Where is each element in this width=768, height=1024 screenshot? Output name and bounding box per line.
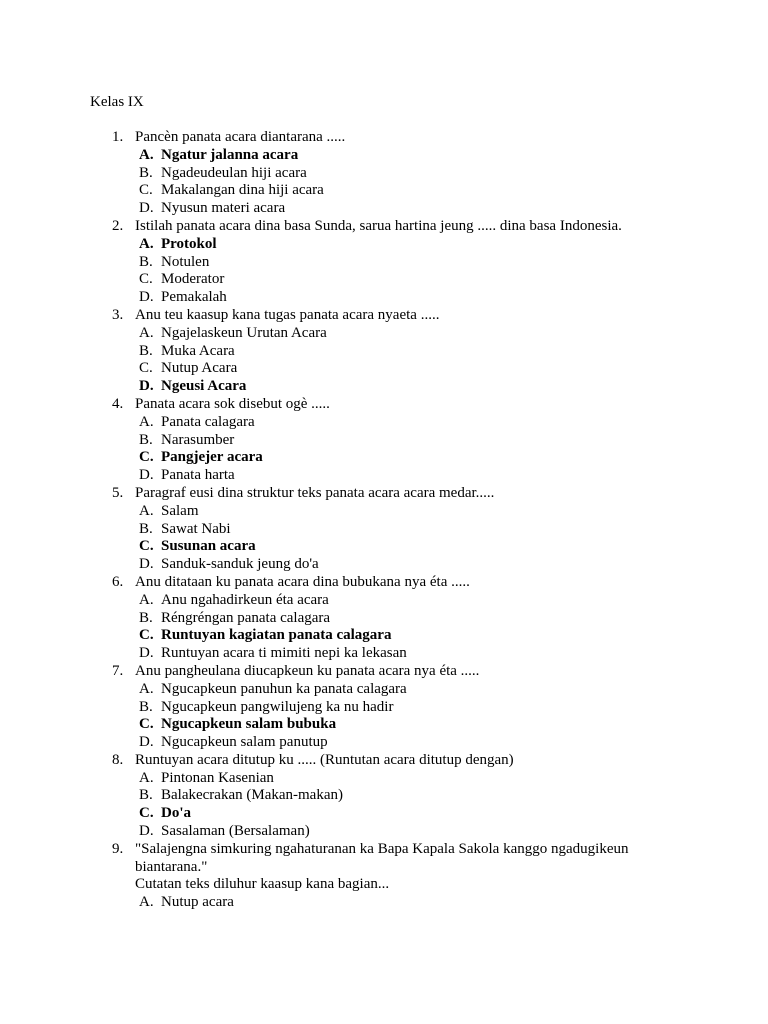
answer-option bbox=[0, 289, 768, 307]
question-line bbox=[0, 752, 768, 770]
question-number: 7. bbox=[112, 662, 124, 679]
option-text: Ngatur jalanna acara bbox=[161, 146, 299, 163]
option-letter: C. bbox=[139, 449, 154, 466]
option-letter: C. bbox=[139, 271, 153, 288]
option-letter: A. bbox=[139, 769, 154, 786]
option-text: Moderator bbox=[161, 271, 225, 288]
answer-option bbox=[0, 556, 768, 574]
option-letter: D. bbox=[139, 289, 154, 306]
option-letter: B. bbox=[139, 698, 153, 715]
option-text: Ngucapkeun panuhun ka panata calagara bbox=[161, 680, 407, 697]
question-line bbox=[0, 841, 768, 859]
option-letter: B. bbox=[139, 253, 153, 270]
question-line bbox=[0, 129, 768, 147]
option-letter: D. bbox=[139, 734, 154, 751]
option-letter: C. bbox=[139, 716, 154, 733]
option-text: Réngréngan panata calagara bbox=[161, 609, 331, 626]
answer-option bbox=[0, 271, 768, 289]
option-letter: B. bbox=[139, 609, 153, 626]
option-text: Sasalaman (Bersalaman) bbox=[161, 823, 310, 840]
answer-option bbox=[0, 147, 768, 165]
answer-option bbox=[0, 716, 768, 734]
option-text: Sanduk-sanduk jeung do'a bbox=[161, 556, 319, 573]
question-number: 9. bbox=[112, 840, 124, 857]
question-text: Paragraf eusi dina struktur teks panata acara acara medar..... bbox=[135, 484, 495, 501]
answer-option bbox=[0, 645, 768, 663]
option-text: Narasumber bbox=[161, 431, 235, 448]
answer-option bbox=[0, 449, 768, 467]
option-letter: A. bbox=[139, 413, 154, 430]
option-letter: C. bbox=[139, 805, 154, 822]
option-text: Nutup acara bbox=[161, 894, 234, 911]
answer-option bbox=[0, 823, 768, 841]
question-number: 3. bbox=[112, 306, 124, 323]
answer-option bbox=[0, 592, 768, 610]
option-text: Pemakalah bbox=[161, 289, 227, 306]
option-letter: D. bbox=[139, 645, 154, 662]
answer-option bbox=[0, 627, 768, 645]
answer-option bbox=[0, 378, 768, 396]
answer-option bbox=[0, 503, 768, 521]
question-line bbox=[0, 307, 768, 325]
option-letter: C. bbox=[139, 538, 154, 555]
option-letter: D. bbox=[139, 378, 154, 395]
option-text: Notulen bbox=[161, 253, 210, 270]
question-line bbox=[0, 876, 768, 894]
question-line bbox=[0, 218, 768, 236]
option-text: Pintonan Kasenian bbox=[161, 769, 274, 786]
answer-option bbox=[0, 734, 768, 752]
option-text: Do'a bbox=[161, 805, 191, 822]
question-text: Anu ditataan ku panata acara dina bubukana nya éta ..... bbox=[135, 573, 470, 590]
answer-option bbox=[0, 325, 768, 343]
answer-option bbox=[0, 894, 768, 912]
answer-option bbox=[0, 414, 768, 432]
option-letter: A. bbox=[139, 146, 154, 163]
answer-option bbox=[0, 254, 768, 272]
option-letter: C. bbox=[139, 182, 153, 199]
option-text: Sawat Nabi bbox=[161, 520, 231, 537]
option-letter: A. bbox=[139, 502, 154, 519]
answer-option bbox=[0, 610, 768, 628]
question-line bbox=[0, 859, 768, 877]
question-text: biantarana." bbox=[135, 858, 208, 875]
option-letter: A. bbox=[139, 235, 154, 252]
question-line bbox=[0, 574, 768, 592]
question-number: 4. bbox=[112, 395, 124, 412]
answer-option bbox=[0, 432, 768, 450]
option-text: Nutup Acara bbox=[161, 360, 238, 377]
option-letter: B. bbox=[139, 520, 153, 537]
option-letter: A. bbox=[139, 894, 154, 911]
option-text: Ngucapkeun salam panutup bbox=[161, 734, 328, 751]
question-number: 1. bbox=[112, 129, 124, 145]
option-letter: D. bbox=[139, 467, 154, 484]
answer-option bbox=[0, 770, 768, 788]
option-text: Makalangan dina hiji acara bbox=[161, 182, 324, 199]
option-letter: D. bbox=[139, 200, 154, 217]
answer-option bbox=[0, 236, 768, 254]
answer-option bbox=[0, 165, 768, 183]
option-letter: B. bbox=[139, 342, 153, 359]
option-text: Ngadeudeulan hiji acara bbox=[161, 164, 307, 181]
option-text: Panata harta bbox=[161, 467, 235, 484]
question-text: "Salajengna simkuring ngahaturanan ka Bapa Kapala Sakola kanggo ngadugikeun bbox=[135, 840, 629, 857]
answer-option bbox=[0, 467, 768, 485]
answer-option bbox=[0, 200, 768, 218]
option-text: Anu ngahadirkeun éta acara bbox=[161, 591, 329, 608]
option-letter: B. bbox=[139, 787, 153, 804]
answer-option bbox=[0, 538, 768, 556]
question-line bbox=[0, 663, 768, 681]
answer-option bbox=[0, 182, 768, 200]
option-text: Salam bbox=[161, 502, 199, 519]
option-text: Pangjejer acara bbox=[161, 449, 263, 466]
question-text: Pancèn panata acara diantarana ..... bbox=[135, 129, 346, 145]
option-text: Runtuyan acara ti mimiti nepi ka lekasan bbox=[161, 645, 407, 662]
question-line bbox=[0, 485, 768, 503]
question-list bbox=[0, 129, 768, 912]
class-heading: Kelas IX bbox=[90, 94, 144, 110]
option-text: Susunan acara bbox=[161, 538, 256, 555]
option-letter: C. bbox=[139, 627, 154, 644]
option-text: Ngucapkeun salam bubuka bbox=[161, 716, 337, 733]
option-text: Ngajelaskeun Urutan Acara bbox=[161, 324, 327, 341]
option-text: Ngucapkeun pangwilujeng ka nu hadir bbox=[161, 698, 394, 715]
option-text: Panata calagara bbox=[161, 413, 255, 430]
question-number: 8. bbox=[112, 751, 124, 768]
option-letter: B. bbox=[139, 164, 153, 181]
question-number: 6. bbox=[112, 573, 124, 590]
answer-option bbox=[0, 360, 768, 378]
option-letter: A. bbox=[139, 324, 154, 341]
option-text: Muka Acara bbox=[161, 342, 235, 359]
question-text: Anu teu kaasup kana tugas panata acara nyaeta ..... bbox=[135, 306, 440, 323]
option-letter: A. bbox=[139, 680, 154, 697]
answer-option bbox=[0, 787, 768, 805]
answer-option bbox=[0, 681, 768, 699]
answer-option bbox=[0, 521, 768, 539]
question-number: 2. bbox=[112, 217, 124, 234]
question-text: Istilah panata acara dina basa Sunda, sarua hartina jeung ..... dina basa Indonesia. bbox=[135, 217, 622, 234]
option-text: Ngeusi Acara bbox=[161, 378, 247, 395]
question-line bbox=[0, 396, 768, 414]
question-number: 5. bbox=[112, 484, 124, 501]
option-letter: D. bbox=[139, 556, 154, 573]
question-text: Panata acara sok disebut ogè ..... bbox=[135, 395, 330, 412]
option-text: Runtuyan kagiatan panata calagara bbox=[161, 627, 392, 644]
question-text: Runtuyan acara ditutup ku ..... (Runtutan acara ditutup dengan) bbox=[135, 751, 514, 768]
option-letter: B. bbox=[139, 431, 153, 448]
option-letter: A. bbox=[139, 591, 154, 608]
answer-option bbox=[0, 805, 768, 823]
option-text: Balakecrakan (Makan-makan) bbox=[161, 787, 343, 804]
answer-option bbox=[0, 343, 768, 361]
answer-option bbox=[0, 699, 768, 717]
question-text: Cutatan teks diluhur kaasup kana bagian... bbox=[135, 876, 390, 893]
option-letter: C. bbox=[139, 360, 153, 377]
option-text: Nyusun materi acara bbox=[161, 200, 286, 217]
option-letter: D. bbox=[139, 823, 154, 840]
option-text: Protokol bbox=[161, 235, 217, 252]
question-text: Anu pangheulana diucapkeun ku panata acara nya éta ..... bbox=[135, 662, 480, 679]
